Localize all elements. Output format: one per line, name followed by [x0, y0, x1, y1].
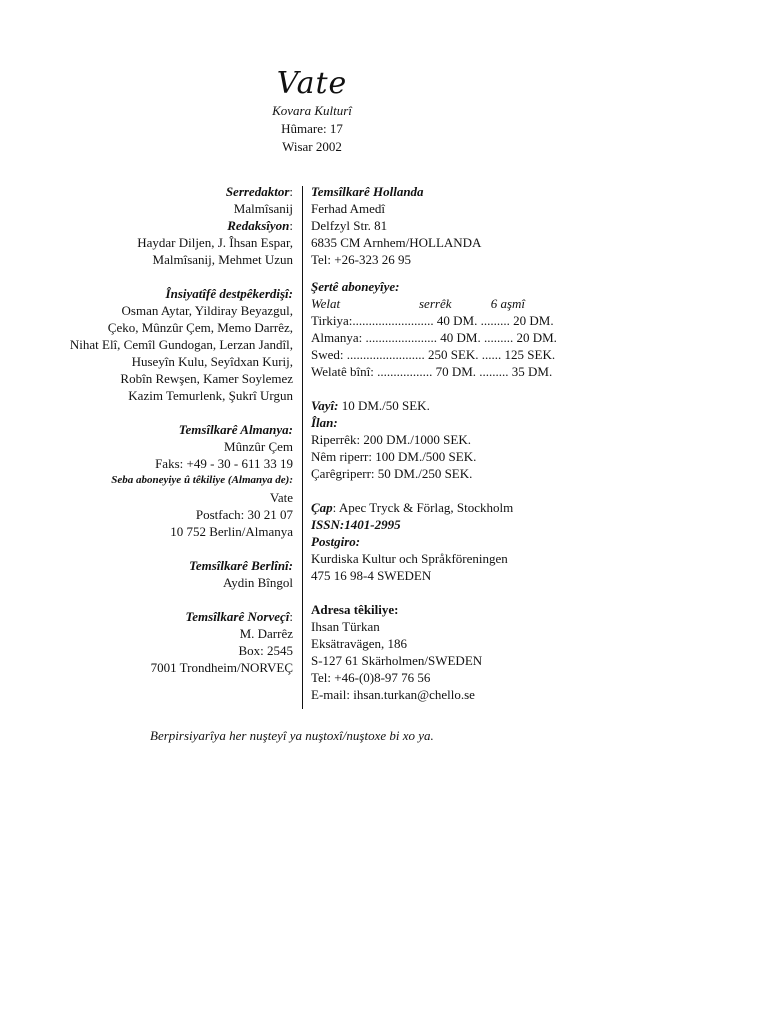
- initiative-line: Osman Aytar, Yildiray Beyazgul,: [121, 303, 293, 318]
- masthead: [200, 66, 424, 156]
- norway-rep-line: M. Darrêz: [239, 626, 293, 641]
- initiative-line: Robîn Rewşen, Kamer Soylemez: [120, 371, 293, 386]
- germany-subscription-line: Postfach: 30 21 07: [195, 507, 293, 522]
- norway-rep-line: 7001 Trondheim/NORVEÇ: [150, 660, 293, 675]
- responsibility-disclaimer: Berpirsiyarîya her nuşteyî ya nuştoxî/nuştoxe bi xo ya.: [150, 728, 434, 743]
- contact-address-line: Ihsan Türkan: [311, 619, 380, 634]
- germany-subscription-line: 10 752 Berlin/Almanya: [170, 524, 293, 539]
- issue-number: Hûmare: 17: [281, 121, 343, 136]
- subscription-col-year: serrêk: [419, 296, 452, 311]
- holland-rep-heading: Temsîlkarê Hollanda: [311, 184, 424, 199]
- issn-line: ISSN:1401-2995: [311, 517, 401, 532]
- holland-rep-line: Tel: +26-323 26 95: [311, 252, 411, 267]
- postgiro-line: Kurdiska Kultur och Språkföreningen: [311, 551, 508, 566]
- subscription-row: Welatê bînî: ................. 70 DM. ......... 35 DM.: [311, 364, 553, 379]
- issue-date: Wisar 2002: [282, 139, 342, 154]
- printer-line: Çap: Apec Tryck & Förlag, Stockholm: [311, 500, 514, 515]
- holland-rep-line: Ferhad Amedî: [311, 201, 386, 216]
- ads-line: Riperrêk: 200 DM./1000 SEK.: [311, 432, 471, 447]
- subscription-row: Tirkiya:......................... 40 DM. ......... 20 DM.: [311, 313, 554, 328]
- initiative-line: Huseyîn Kulu, Seyîdxan Kurij,: [131, 354, 293, 369]
- contact-address-heading: Adresa têkiliye:: [311, 602, 399, 617]
- editor-name: Malmîsanij: [233, 201, 293, 216]
- postgiro-line: 475 16 98-4 SWEDEN: [311, 568, 432, 583]
- germany-rep-line: Faks: +49 - 30 - 611 33 19: [155, 456, 293, 471]
- norway-rep-line: Box: 2545: [238, 643, 293, 658]
- editorial-board-line: Haydar Diljen, J. Îhsan Espar,: [137, 235, 293, 250]
- berlin-rep-line: Aydin Bîngol: [223, 575, 293, 590]
- magazine-subtitle: Kovara Kulturî: [272, 103, 352, 118]
- column-divider: [302, 186, 303, 709]
- ads-line: Nêm riperr: 100 DM./500 SEK.: [311, 449, 477, 464]
- info-column: [311, 183, 571, 703]
- initiative-line: Kazim Temurlenk, Şukrî Urgun: [128, 388, 293, 403]
- ads-heading: Îlan:: [311, 415, 338, 430]
- berlin-rep-heading: Temsîlkarê Berlînî:: [189, 558, 293, 573]
- subscription-row: Almanya: ...................... 40 DM. ......... 20 DM.: [311, 330, 557, 345]
- editor-heading: Serredaktor:: [225, 184, 293, 199]
- subscription-table-header: [311, 295, 571, 312]
- subscription-heading: Şertê aboneyîye:: [311, 279, 400, 294]
- subscription-col-six-months: 6 aşmî: [490, 296, 525, 311]
- contact-email: E-mail: ihsan.turkan@chello.se: [311, 687, 475, 702]
- price-line: Vayî: 10 DM./50 SEK.: [311, 398, 430, 413]
- initiative-heading: Însiyatîfê destpêkerdişî:: [165, 286, 293, 301]
- germany-subscription-line: Vate: [269, 490, 293, 505]
- subscription-col-country: Welat: [311, 296, 341, 311]
- magazine-title: Vate: [276, 66, 348, 101]
- germany-rep-heading: Temsîlkarê Almanya:: [178, 422, 293, 437]
- germany-rep-line: Mûnzûr Çem: [224, 439, 293, 454]
- postgiro-heading: Postgiro:: [311, 534, 361, 549]
- ads-line: Çarêgriperr: 50 DM./250 SEK.: [311, 466, 473, 481]
- holland-rep-line: Delfzyl Str. 81: [311, 218, 388, 233]
- editorial-board-heading: Redaksîyon:: [227, 218, 293, 233]
- subscription-row: Swed: ........................ 250 SEK. ...... 125 SEK.: [311, 347, 556, 362]
- initiative-line: Çeko, Mûnzûr Çem, Memo Darrêz,: [107, 320, 293, 335]
- initiative-line: Nihat Elî, Cemîl Gundogan, Lerzan Jandîl,: [69, 337, 293, 352]
- germany-subscription-heading: Seba aboneyiye û têkiliye (Almanya de):: [111, 474, 293, 486]
- contact-address-line: Eksätravägen, 186: [311, 636, 408, 651]
- editorial-board-line: Malmîsanij, Mehmet Uzun: [152, 252, 293, 267]
- norway-rep-heading: Temsîlkarê Norveçî:: [185, 609, 293, 624]
- contact-address-line: S-127 61 Skärholmen/SWEDEN: [311, 653, 483, 668]
- staff-column: [0, 183, 293, 676]
- holland-rep-line: 6835 CM Arnhem/HOLLANDA: [311, 235, 482, 250]
- contact-address-line: Tel: +46-(0)8-97 76 56: [311, 670, 431, 685]
